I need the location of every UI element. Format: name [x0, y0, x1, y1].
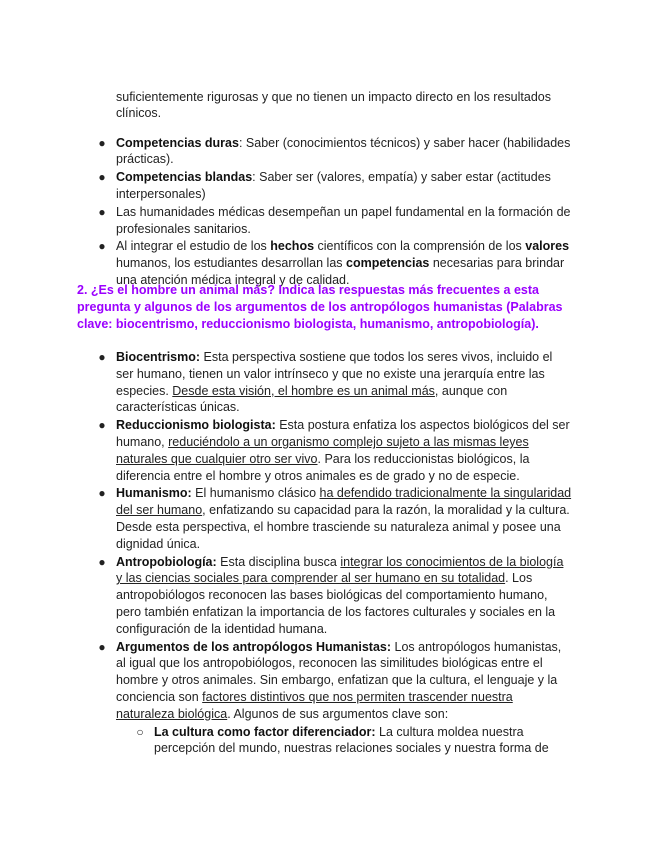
- underlined-text: Desde esta visión, el hombre es un animal más: [172, 383, 435, 398]
- term: Antropobiología:: [116, 554, 217, 569]
- term: Reduccionismo biologista:: [116, 418, 276, 433]
- term: Argumentos de los antropólogos Humanistas:: [116, 639, 392, 654]
- hollow-bullet-icon: ○: [136, 724, 144, 739]
- bullet-icon: ●: [98, 239, 106, 254]
- term: Competencias duras: [116, 135, 239, 150]
- item-text: humanos, los estudiantes desarrollan las: [116, 256, 346, 271]
- bullet-icon: ●: [98, 554, 106, 569]
- item-text: , enfatizando su capacidad para la razón, la moralidad y la cultura. Desde esta perspectiva, el hombre trasciende su naturaleza animal y posee una dignidad única.: [116, 503, 570, 551]
- item-text: : Saber (conocimientos técnicos) y saber hacer (habilidades prácticas).: [116, 135, 571, 167]
- term: La cultura como factor diferenciador:: [154, 724, 376, 739]
- item-text: Esta disciplina busca: [216, 554, 341, 569]
- item-text: , aunque con características únicas.: [116, 383, 508, 415]
- list-item-humanismo: [0, 485, 572, 552]
- item-text: . Algunos de sus argumentos clave son:: [227, 706, 449, 721]
- sub-list-item: [0, 724, 574, 758]
- item-text: Los antropólogos humanistas, al igual que los antropobiólogos, reconocen las similitudes biológicas entre el hombre y otros animales. Sin embargo, enfatizan que la cultura, el lenguaje y la conciencia son: [116, 639, 562, 704]
- list-item-biocentrismo: [0, 349, 572, 416]
- list-item: [0, 204, 572, 238]
- list-item: [0, 135, 572, 169]
- item-text: Esta perspectiva sostiene que todos los seres vivos, incluido el ser humano, tienen un valor intrínseco y que no existe una jerarquía entre las especies.: [116, 350, 553, 398]
- item-text: Esta postura enfatiza los aspectos biológicos del ser humano,: [116, 418, 570, 449]
- term: Competencias blandas: [116, 170, 253, 185]
- item-text: Al integrar el estudio de los: [116, 239, 271, 254]
- bullet-icon: ●: [98, 170, 106, 185]
- list-item-antropobiologia: [0, 554, 572, 638]
- bullet-icon: ●: [98, 486, 106, 501]
- underlined-text: ha defendido tradicionalmente la singularidad del ser humano: [116, 486, 572, 518]
- answer-list: [0, 349, 655, 757]
- top-list: [0, 76, 655, 289]
- item-text: científicos con la comprensión de los: [314, 239, 526, 254]
- term: competencias: [346, 256, 430, 271]
- continuation-text: suficientemente rigurosas y que no tienen un impacto directo en los resultados clínicos.: [116, 89, 551, 121]
- bullet-icon: ●: [98, 135, 106, 150]
- underlined-text: factores distintivos que nos permiten trascender nuestra naturaleza biológica: [116, 689, 513, 721]
- item-text: necesarias para brindar una atención médica integral y de calidad.: [116, 256, 565, 287]
- underlined-text: reduciéndolo a un organismo complejo sujeto a las mismas leyes naturales que cualquier otro ser vivo: [116, 434, 529, 466]
- bullet-icon: ●: [98, 350, 106, 364]
- underlined-text: integrar los conocimientos de la biología y las ciencias sociales para comprender al ser humano en su totalidad: [116, 554, 564, 586]
- list-item-reduccionismo: [0, 417, 572, 484]
- list-item-argumentos: [0, 639, 572, 723]
- bullet-icon: ●: [98, 204, 106, 219]
- item-text: . Los antropobiólogos reconocen las bases biológicas del comportamiento humano, pero también enfatizan la importancia de los factores culturales y sociales en la configuración de la identidad humana.: [116, 571, 556, 636]
- term: valores: [525, 239, 570, 254]
- question-heading: 2. ¿Es el hombre un animal más? Indica las respuestas más frecuentes a esta pregunta y algunos de los argumentos de los antropólogos humanistas (Palabras clave: biocentrismo, reduccionismo biologista, humanismo, antropobiología).: [77, 283, 563, 331]
- item-text: La cultura moldea nuestra percepción del mundo, nuestras relaciones sociales y nuestra forma de: [154, 724, 549, 756]
- item-text: . Para los reduccionistas biológicos, la diferencia entre el hombre y otros animales es de grado y no de especie.: [116, 451, 530, 483]
- term: Biocentrismo:: [116, 350, 201, 364]
- item-text: Las humanidades médicas desempeñan un papel fundamental en la formación de profesionales sanitarios.: [116, 204, 571, 236]
- list-item: [0, 169, 572, 203]
- item-text: El humanismo clásico: [191, 486, 320, 501]
- bullet-icon: ●: [98, 418, 106, 433]
- item-text: : Saber ser (valores, empatía) y saber estar (actitudes interpersonales): [116, 170, 551, 201]
- bullet-icon: ●: [98, 639, 106, 654]
- term: Humanismo:: [116, 486, 192, 501]
- term: hechos: [270, 239, 315, 254]
